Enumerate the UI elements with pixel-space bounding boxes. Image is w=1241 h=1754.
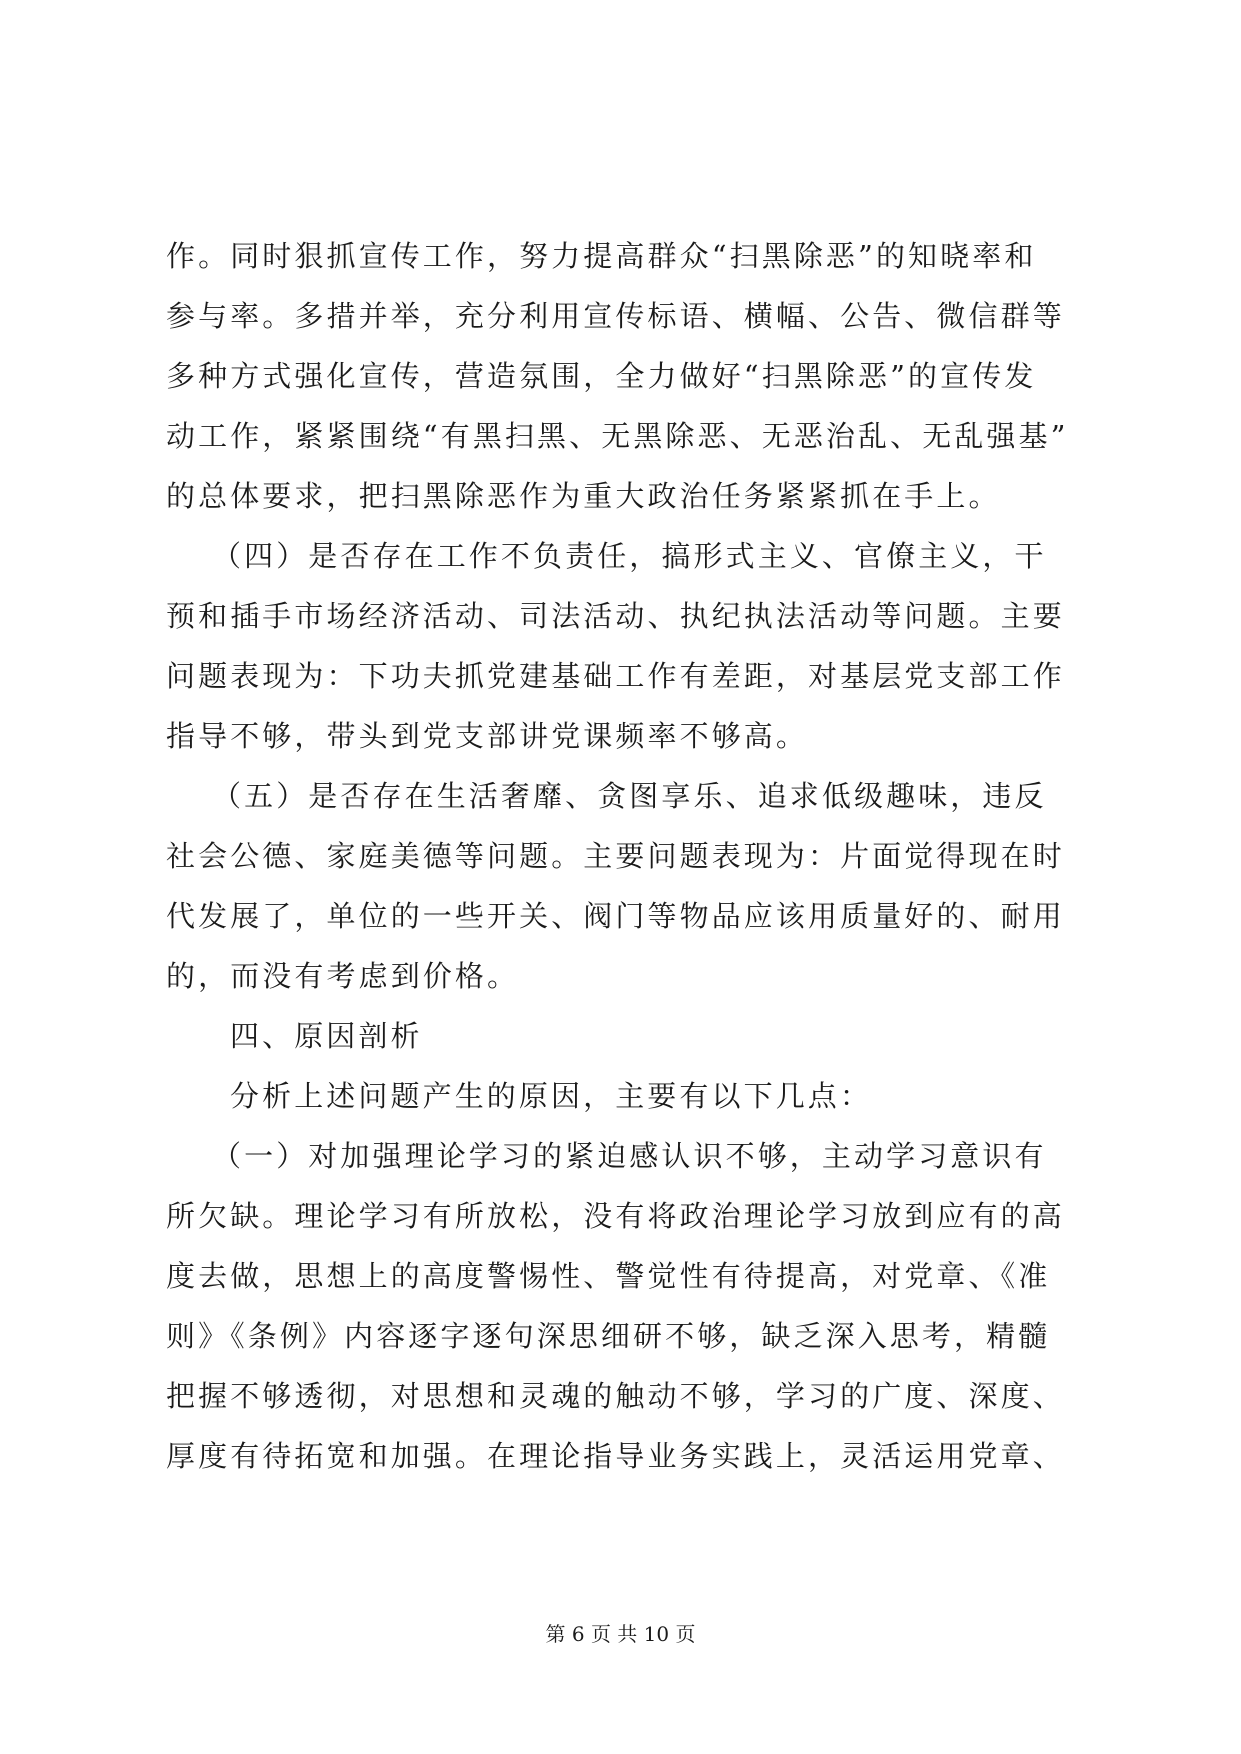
text-line: 参与率。多措并举，充分利用宣传标语、横幅、公告、微信群等 (166, 299, 1065, 333)
text-line: 问题表现为：下功夫抓党建基础工作有差距，对基层党支部工作 (166, 659, 1065, 693)
text-line: 所欠缺。理论学习有所放松，没有将政治理论学习放到应有的高 (166, 1199, 1065, 1233)
section-heading: 四、原因剖析 (230, 1019, 423, 1053)
text-line: 的总体要求，把扫黑除恶作为重大政治任务紧紧抓在手上。 (166, 479, 1001, 513)
section-intro: 分析上述问题产生的原因，主要有以下几点： (230, 1079, 873, 1113)
text-line: 指导不够，带头到党支部讲党课频率不够高。 (166, 719, 809, 753)
paragraph-heading-4: （四）是否存在工作不负责任，搞形式主义、官僚主义，干 (212, 539, 1047, 573)
paragraph-heading-1: （一）对加强理论学习的紧迫感认识不够，主动学习意识有 (212, 1139, 1047, 1173)
text-line: 作。同时狠抓宣传工作，努力提高群众“扫黑除恶”的知晓率和 (166, 239, 1037, 273)
text-line: 则》《条例》内容逐字逐句深思细研不够，缺乏深入思考，精髓 (166, 1319, 1051, 1353)
text-line: 代发展了，单位的一些开关、阀门等物品应该用质量好的、耐用 (166, 899, 1065, 933)
text-line: 社会公德、家庭美德等问题。主要问题表现为：片面觉得现在时 (166, 839, 1065, 873)
text-line: 多种方式强化宣传，营造氛围，全力做好“扫黑除恶”的宣传发 (166, 359, 1037, 393)
page-number-footer: 第 6 页 共 10 页 (545, 1622, 696, 1646)
text-line: 预和插手市场经济活动、司法活动、执纪执法活动等问题。主要 (166, 599, 1065, 633)
paragraph-heading-5: （五）是否存在生活奢靡、贪图享乐、追求低级趣味，违反 (212, 779, 1047, 813)
text-line: 度去做，思想上的高度警惕性、警觉性有待提高，对党章、《准 (166, 1259, 1051, 1293)
text-line: 动工作，紧紧围绕“有黑扫黑、无黑除恶、无恶治乱、无乱强基” (166, 419, 1069, 453)
text-line: 把握不够透彻，对思想和灵魂的触动不够，学习的广度、深度、 (166, 1379, 1065, 1413)
text-line: 的，而没有考虑到价格。 (166, 959, 520, 993)
document-body (166, 226, 1076, 1486)
text-line: 厚度有待拓宽和加强。在理论指导业务实践上，灵活运用党章、 (166, 1439, 1065, 1473)
